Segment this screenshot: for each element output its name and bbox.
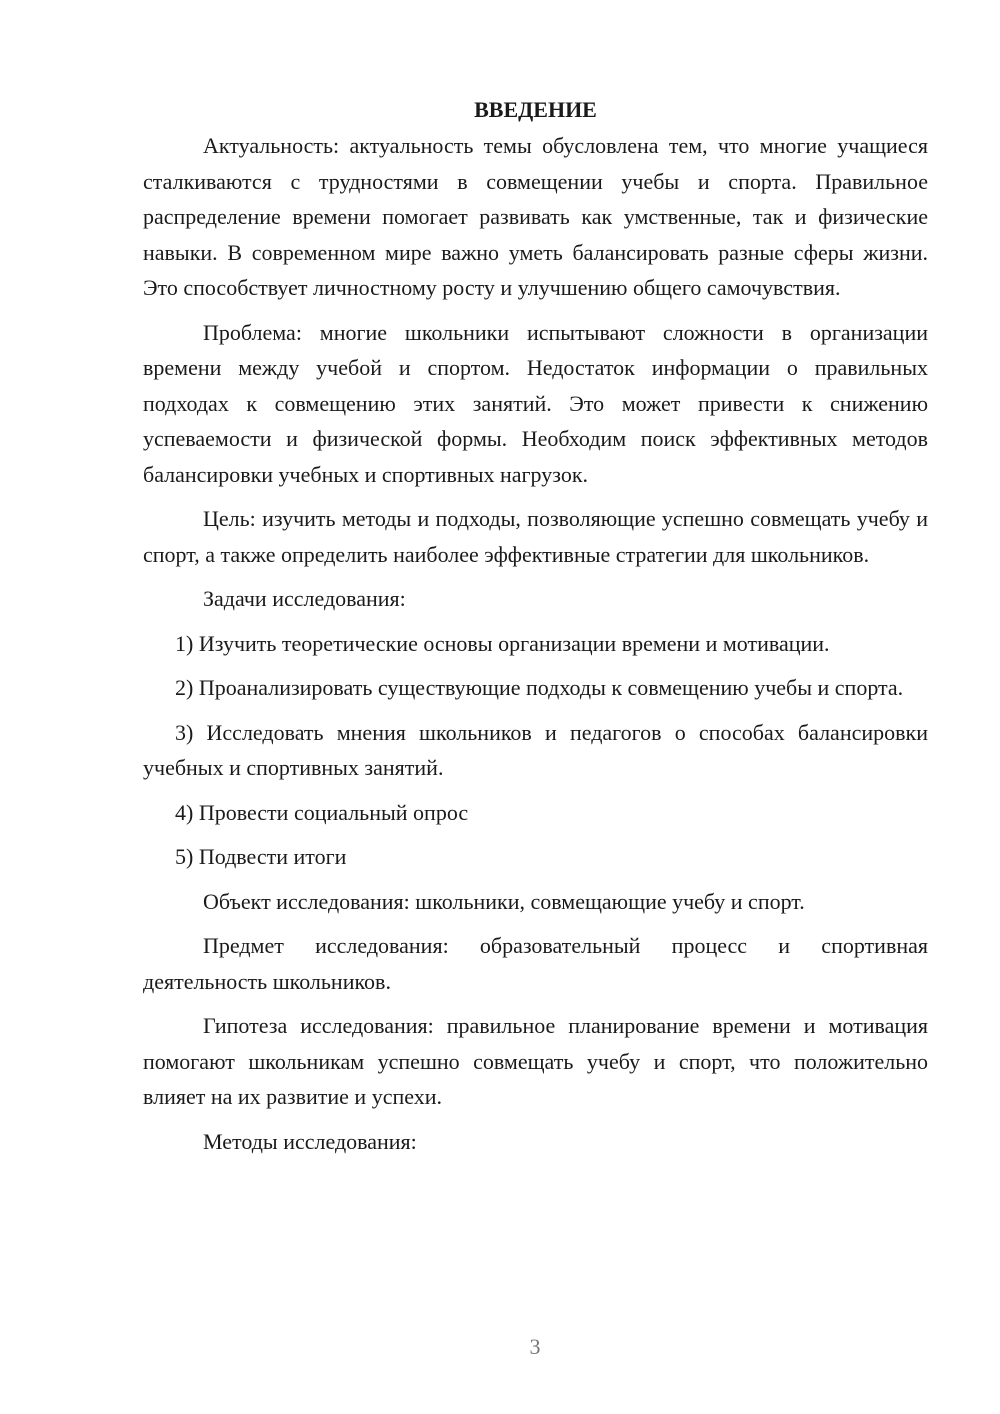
task-item-5: 5) Подвести итоги [175,844,347,869]
page-number: 3 [529,1334,541,1359]
object-paragraph: Объект исследования: школьники, совмещающие учебу и спорт. [203,888,805,914]
task-item-2: 2) Проанализировать существующие подходы к совмещению учебы и спорта. [175,675,904,700]
problem-paragraph: Проблема: многие школьники испытывают сложности в организации времени между учебой и спортом. Недостаток информации о правильных подходах к совмещению этих занятий. Это может привести к снижению успеваемости и физической формы. Необходим поиск эффективных методов балансировки учебных и спортивных нагрузок. [143,319,928,487]
relevance-paragraph: Актуальность: актуальность темы обусловлена тем, что многие учащиеся сталкиваются с трудностями в совмещении учебы и спорта. Правильное распределение времени помогает развивать как умственные, так и физические навыки. В современном мире важно уметь балансировать разные сферы жизни. Это способствует личностному росту и улучшению общего самочувствия. [143,133,928,300]
hypothesis-paragraph: Гипотеза исследования: правильное планирование времени и мотивация помогают школьникам успешно совмещать учебу и спорт, что положительно влияет на их развитие и успехи. [143,1013,928,1109]
methods-heading: Методы исследования: [203,1128,417,1154]
goal-paragraph: Цель: изучить методы и подходы, позволяющие успешно совмещать учебу и спорт, а также определить наиболее эффективные стратегии для школьников. [143,506,928,567]
tasks-heading: Задачи исследования: [203,586,406,611]
task-item-4: 4) Провести социальный опрос [175,799,469,825]
task-item-1: 1) Изучить теоретические основы организации времени и мотивации. [175,630,830,656]
task-item-3: 3) Исследовать мнения школьников и педагогов о способах балансировки учебных и спортивных занятий. [143,719,928,780]
page-body [143,92,928,1159]
subject-paragraph: Предмет исследования: образовательный процесс и спортивная деятельность школьников. [143,933,928,994]
section-title: ВВЕДЕНИЕ [474,97,597,122]
